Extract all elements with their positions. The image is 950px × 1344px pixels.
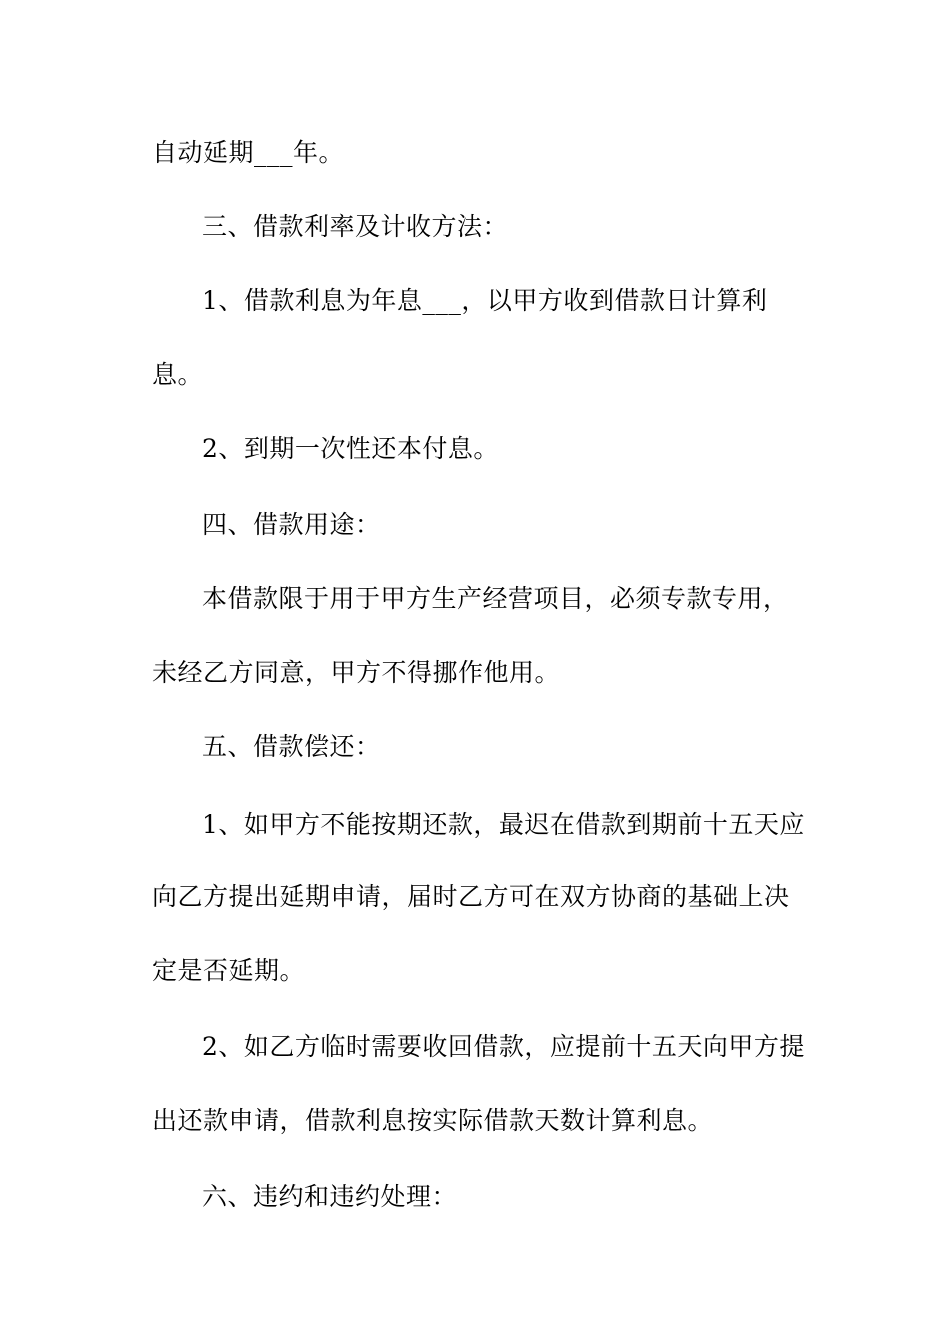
section-heading-purpose: 四、借款用途： [202, 510, 381, 539]
text-line-repayment-once: 2、到期一次性还本付息。 [202, 434, 499, 463]
text-line-early-recall: 2、如乙方临时需要收回借款，应提前十五天向甲方提 [202, 1032, 805, 1061]
text-line-purpose: 本借款限于用于甲方生产经营项目，必须专款专用， [202, 584, 789, 613]
text-line-extension-request: 1、如甲方不能按期还款，最迟在借款到期前十五天应 [202, 810, 805, 839]
section-heading-breach: 六、违约和违约处理： [202, 1182, 458, 1211]
text-line-extension-request-end: 定是否延期。 [152, 956, 306, 985]
section-heading-interest: 三、借款利率及计收方法： [202, 212, 509, 241]
text-line-extension-request-cont: 向乙方提出延期申请，届时乙方可在双方协商的基础上决 [152, 882, 790, 911]
section-heading-repayment: 五、借款偿还： [202, 732, 381, 761]
text-line-early-recall-cont: 出还款申请，借款利息按实际借款天数计算利息。 [152, 1106, 714, 1135]
text-line-interest-rate-cont: 息。 [152, 360, 204, 389]
text-line-auto-extension: 自动延期___年。 [152, 138, 345, 167]
text-line-interest-rate: 1、借款利息为年息___，以甲方收到借款日计算利 [202, 286, 768, 315]
text-line-purpose-cont: 未经乙方同意，甲方不得挪作他用。 [152, 658, 561, 687]
